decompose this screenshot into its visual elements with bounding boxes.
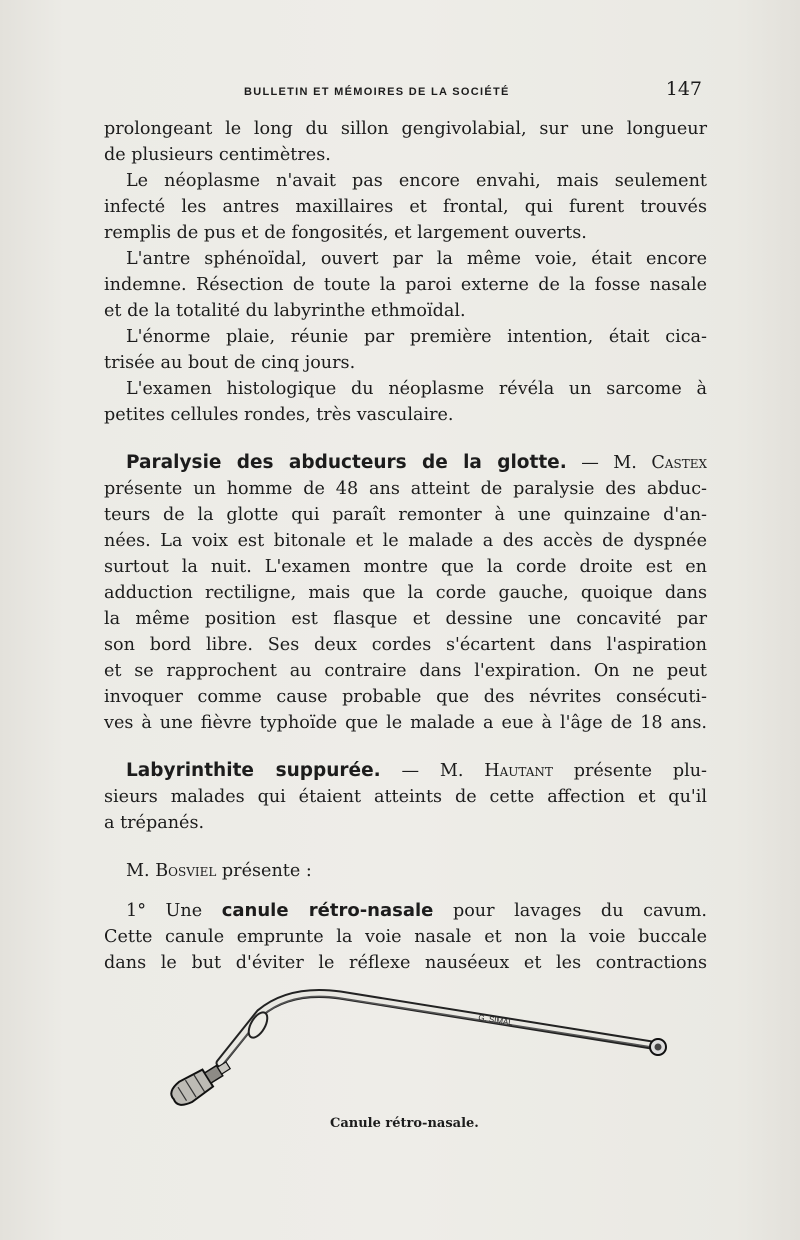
dash: — M. (380, 761, 485, 781)
text-fragment: présente : (216, 861, 312, 881)
item-first-line (104, 898, 707, 924)
text-line: teurs de la glotte qui paraît remonter à une quinzaine d'an- (104, 505, 707, 525)
engraver-mark: G. SIMAL (477, 1013, 514, 1028)
text-fragment: présente plu- (552, 761, 707, 781)
text-line: L'antre sphénoïdal, ouvert par la même voie, était encore (126, 249, 707, 269)
spacer (104, 884, 707, 898)
section-paralysie (104, 450, 707, 736)
section-first-line (104, 450, 707, 476)
text-line: et de la totalité du labyrinthe ethmoïdal. (104, 301, 466, 321)
text-fragment: pour lavages du cavum. (433, 901, 707, 921)
text-fragment: M. (126, 861, 156, 881)
paragraph-4 (104, 324, 707, 376)
paragraph-3 (104, 246, 707, 324)
body-text (104, 116, 707, 976)
text-line: L'examen histologique du néoplasme révéla un sarcome à (126, 379, 707, 399)
paragraph-5 (104, 376, 707, 428)
text-line: présente un homme de 48 ans atteint de paralysie des abduc- (104, 479, 707, 499)
text-line: ves à une fièvre typhoïde que le malade a eue à l'âge de 18 ans. (104, 713, 707, 733)
text-line: petites cellules rondes, très vasculaire. (104, 405, 454, 425)
text-line: invoquer comme cause probable que des névrites consécuti- (104, 687, 707, 707)
spacer (104, 836, 707, 858)
item-number: 1° Une (126, 901, 222, 921)
text-line: surtout la nuit. L'examen montre que la corde droite est en (104, 557, 707, 577)
page-number: 147 (665, 78, 702, 100)
cannula-drawing (140, 968, 680, 1108)
dash: — M. (566, 453, 652, 473)
text-line: sieurs malades qui étaient atteints de cette affection et qu'il (104, 787, 707, 807)
paragraph-2 (104, 168, 707, 246)
text-line: la même position est flasque et dessine une concavité par (104, 609, 707, 629)
section-first-line (104, 758, 707, 784)
spacer (104, 428, 707, 450)
text-line: son bord libre. Ses deux cordes s'écartent dans l'aspiration (104, 635, 707, 655)
item-1 (104, 898, 707, 976)
text-line: nées. La voix est bitonale et le malade a des accès de dyspnée (104, 531, 707, 551)
text-line: infecté les antres maxillaires et frontal, qui furent trouvés (104, 197, 707, 217)
page-header (100, 80, 705, 104)
spacer (104, 736, 707, 758)
author-name: Hautant (484, 761, 553, 781)
text-line: adduction rectiligne, mais que la corde gauche, quoique dans (104, 583, 707, 603)
item-title: canule rétro-nasale (221, 900, 434, 921)
text-line: et se rapprochent au contraire dans l'expiration. On ne peut (104, 661, 707, 681)
text-line: L'énorme plaie, réunie par première intention, était cica- (126, 327, 707, 347)
text-line: dans le but d'éviter le réflexe nauséeux et les contractions (104, 953, 707, 973)
text-line: a trépanés. (104, 813, 205, 833)
author-name: Bosviel (155, 861, 217, 881)
text-line: Le néoplasme n'avait pas encore envahi, mais seulement (126, 171, 707, 191)
cannula-illustration (140, 968, 680, 1108)
text-line: trisée au bout de cinq jours. (104, 353, 356, 373)
text-line: remplis de pus et de fongosités, et largement ouverts. (104, 223, 587, 243)
text-line: de plusieurs centimètres. (104, 145, 331, 165)
section-heading: Paralysie des abducteurs de la glotte. (126, 452, 567, 473)
section-bosviel (104, 858, 707, 884)
running-title: BULLETIN ET MÉMOIRES DE LA SOCIÉTÉ (244, 86, 510, 98)
author-name: Castex (651, 453, 707, 473)
text-line: Cette canule emprunte la voie nasale et non la voie buccale (104, 927, 707, 947)
paragraph-1 (104, 116, 707, 168)
section-heading: Labyrinthite suppurée. (126, 760, 381, 781)
text-line: indemne. Résection de toute la paroi externe de la fosse nasale (104, 275, 707, 295)
text-line: prolongeant le long du sillon gengivolabial, sur une longueur (104, 119, 707, 139)
section-labyrinthite (104, 758, 707, 836)
figure-caption: Canule rétro-nasale. (330, 1116, 479, 1131)
